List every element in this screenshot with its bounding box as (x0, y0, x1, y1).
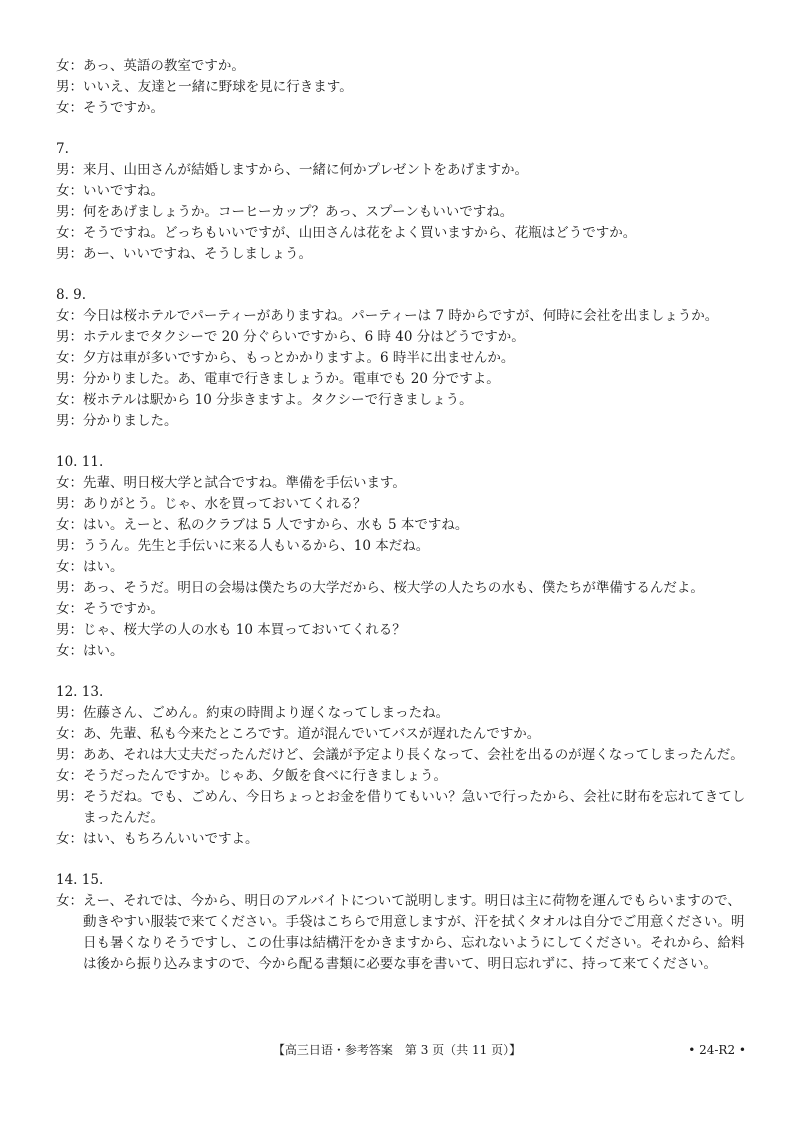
question-number: 12. 13. (56, 684, 104, 700)
dialogue-line (56, 98, 746, 119)
question-number: 14. 15. (56, 872, 104, 888)
dialogue-section (56, 285, 746, 432)
speech-text: ううん。先生と手伝いに来る人もいるから、10 本だね。 (83, 538, 430, 554)
dialogue-line (56, 223, 746, 244)
dialogue-section (56, 682, 746, 850)
dialogue-line (56, 411, 746, 432)
speaker-label: 男： (56, 747, 83, 763)
speech-text: あっ、英語の教室ですか。 (83, 58, 245, 74)
dialogue-line (56, 641, 746, 662)
speech-text: ホテルまでタクシーで 20 分ぐらいですから、6 時 40 分はどうですか。 (83, 329, 525, 345)
speech-text: そうだったんですか。じゃあ、夕飯を食べに行きましょう。 (83, 768, 447, 784)
dialogue-line (56, 77, 746, 98)
speaker-label: 男： (56, 789, 83, 805)
speech-text: 分かりました。あ、電車で行きましょうか。電車でも 20 分ですよ。 (83, 371, 500, 387)
question-number: 8. 9. (56, 287, 87, 303)
speaker-label: 女： (56, 517, 83, 533)
speech-text: あ、先輩、私も今来たところです。道が混んでいてバスが遅れたんですか。 (83, 726, 541, 742)
speaker-label: 女： (56, 58, 83, 74)
speech-text: 分かりました。 (83, 413, 178, 429)
section-gap (56, 850, 746, 870)
speaker-label: 男： (56, 538, 83, 554)
transcript-body (56, 56, 746, 975)
speaker-label: 男： (56, 580, 83, 596)
dialogue-section (56, 870, 746, 975)
speech-text: ありがとう。じゃ、水を買っておいてくれる？ (83, 496, 367, 512)
dialogue-line (56, 348, 746, 369)
dialogue-section (56, 139, 746, 265)
speaker-label: 男： (56, 496, 83, 512)
dialogue-line (56, 390, 746, 411)
question-number: 7. (56, 141, 69, 157)
speaker-label: 男： (56, 705, 83, 721)
speech-text: 先輩、明日桜大学と試合ですね。準備を手伝います。 (83, 475, 406, 491)
section-gap (56, 662, 746, 682)
speaker-label: 男： (56, 162, 83, 178)
speech-text: いいですね。 (83, 183, 164, 199)
dialogue-line (56, 181, 746, 202)
dialogue-line (56, 599, 746, 620)
speaker-label: 女： (56, 225, 83, 241)
footer-page-info: 【高三日语・参考答案 第 3 页（共 11 页）】 (272, 1043, 522, 1057)
speaker-label: 女： (56, 308, 83, 324)
dialogue-line (56, 724, 746, 745)
speech-text: いいえ、友達と一緒に野球を見に行きます。 (83, 79, 353, 95)
speech-text: そうですか。 (83, 100, 164, 116)
page-footer (0, 1040, 794, 1060)
speaker-label: 女： (56, 183, 83, 199)
dialogue-line (56, 160, 746, 181)
speech-text: はい。 (83, 643, 124, 659)
dialogue-line (56, 515, 746, 536)
speaker-label: 男： (56, 622, 83, 638)
dialogue-line (56, 306, 746, 327)
dialogue-line (56, 56, 746, 77)
speaker-label: 女： (56, 726, 83, 742)
speaker-label: 男： (56, 329, 83, 345)
dialogue-line (56, 369, 746, 390)
speech-text: はい、もちろんいいですよ。 (83, 831, 259, 847)
speech-text: 夕方は車が多いですから、もっとかかりますよ。6 時半に出ませんか。 (83, 350, 515, 366)
speaker-label: 女： (56, 893, 83, 909)
dialogue-line (56, 703, 746, 724)
dialogue-line (56, 244, 746, 265)
speaker-label: 男： (56, 79, 83, 95)
speech-text: そうだね。でも、ごめん、今日ちょっとお金を借りてもいい？急いで行ったから、会社に財布を忘れてきてしまったんだ。 (83, 789, 746, 826)
speech-text: 何をあげましょうか。コーヒーカップ？あっ、スプーンもいいですね。 (83, 204, 514, 220)
speaker-label: 女： (56, 559, 83, 575)
dialogue-section (56, 452, 746, 662)
dialogue-line (56, 829, 746, 850)
dialogue-line (56, 327, 746, 348)
speaker-label: 女： (56, 392, 83, 408)
dialogue-line (56, 578, 746, 599)
footer-code: • 24-R2 • (688, 1043, 746, 1057)
dialogue-line (56, 557, 746, 578)
speech-text: じゃ、桜大学の人の水も 10 本買っておいてくれる？ (83, 622, 406, 638)
speech-text: あー、いいですね、そうしましょう。 (83, 246, 312, 262)
speaker-label: 女： (56, 643, 83, 659)
speaker-label: 女： (56, 601, 83, 617)
speech-text: ああ、それは大丈夫だったんだけど、会議が予定より長くなって、会社を出るのが遅くなってしまったんだ。 (83, 747, 744, 763)
speaker-label: 男： (56, 246, 83, 262)
dialogue-line (56, 787, 746, 829)
speech-text: 来月、山田さんが結婚しますから、一緒に何かプレゼントをあげますか。 (83, 162, 528, 178)
speaker-label: 女： (56, 475, 83, 491)
speech-text: はい。えーと、私のクラブは 5 人ですから、水も 5 本ですね。 (83, 517, 469, 533)
speech-text: 佐藤さん、ごめん。約束の時間より遅くなってしまったね。 (83, 705, 450, 721)
section-gap (56, 432, 746, 452)
dialogue-line (56, 494, 746, 515)
speaker-label: 女： (56, 350, 83, 366)
speech-text: 桜ホテルは駅から 10 分歩きますよ。タクシーで行きましょう。 (83, 392, 473, 408)
speaker-label: 男： (56, 371, 83, 387)
speaker-label: 男： (56, 204, 83, 220)
speech-text: そうですね。どっちもいいですが、山田さんは花をよく買いますから、花瓶はどうですか。 (83, 225, 637, 241)
speaker-label: 男： (56, 413, 83, 429)
dialogue-line (56, 473, 746, 494)
question-number: 10. 11. (56, 454, 104, 470)
dialogue-line (56, 202, 746, 223)
dialogue-line (56, 536, 746, 557)
speaker-label: 女： (56, 768, 83, 784)
speaker-label: 女： (56, 100, 83, 116)
section-gap (56, 265, 746, 285)
speech-text: あっ、そうだ。明日の会場は僕たちの大学だから、桜大学の人たちの水も、僕たちが準備するんだよ。 (83, 580, 704, 596)
dialogue-section (56, 56, 746, 119)
speaker-label: 女： (56, 831, 83, 847)
section-gap (56, 119, 746, 139)
dialogue-line (56, 766, 746, 787)
dialogue-line (56, 620, 746, 641)
speech-text: はい。 (83, 559, 124, 575)
dialogue-line (56, 745, 746, 766)
speech-text: えー、それでは、今から、明日のアルバイトについて説明します。明日は主に荷物を運んでもらいますので、動きやすい服装で来てください。手袋はこちらで用意しますが、汗を拭くタオルは自分でご用意ください。明日も暑くなりそうですし、この仕事は結構汗をかきますから、忘れないようにしてください。それから、給料は後から振り込みますので、今から配る書類に必要な事を書いて、明日忘れずに、持って来てください。 (83, 893, 745, 972)
dialogue-line (56, 891, 746, 975)
speech-text: そうですか。 (83, 601, 164, 617)
speech-text: 今日は桜ホテルでパーティーがありますね。パーティーは 7 時からですが、何時に会社を出ましょうか。 (83, 308, 719, 324)
